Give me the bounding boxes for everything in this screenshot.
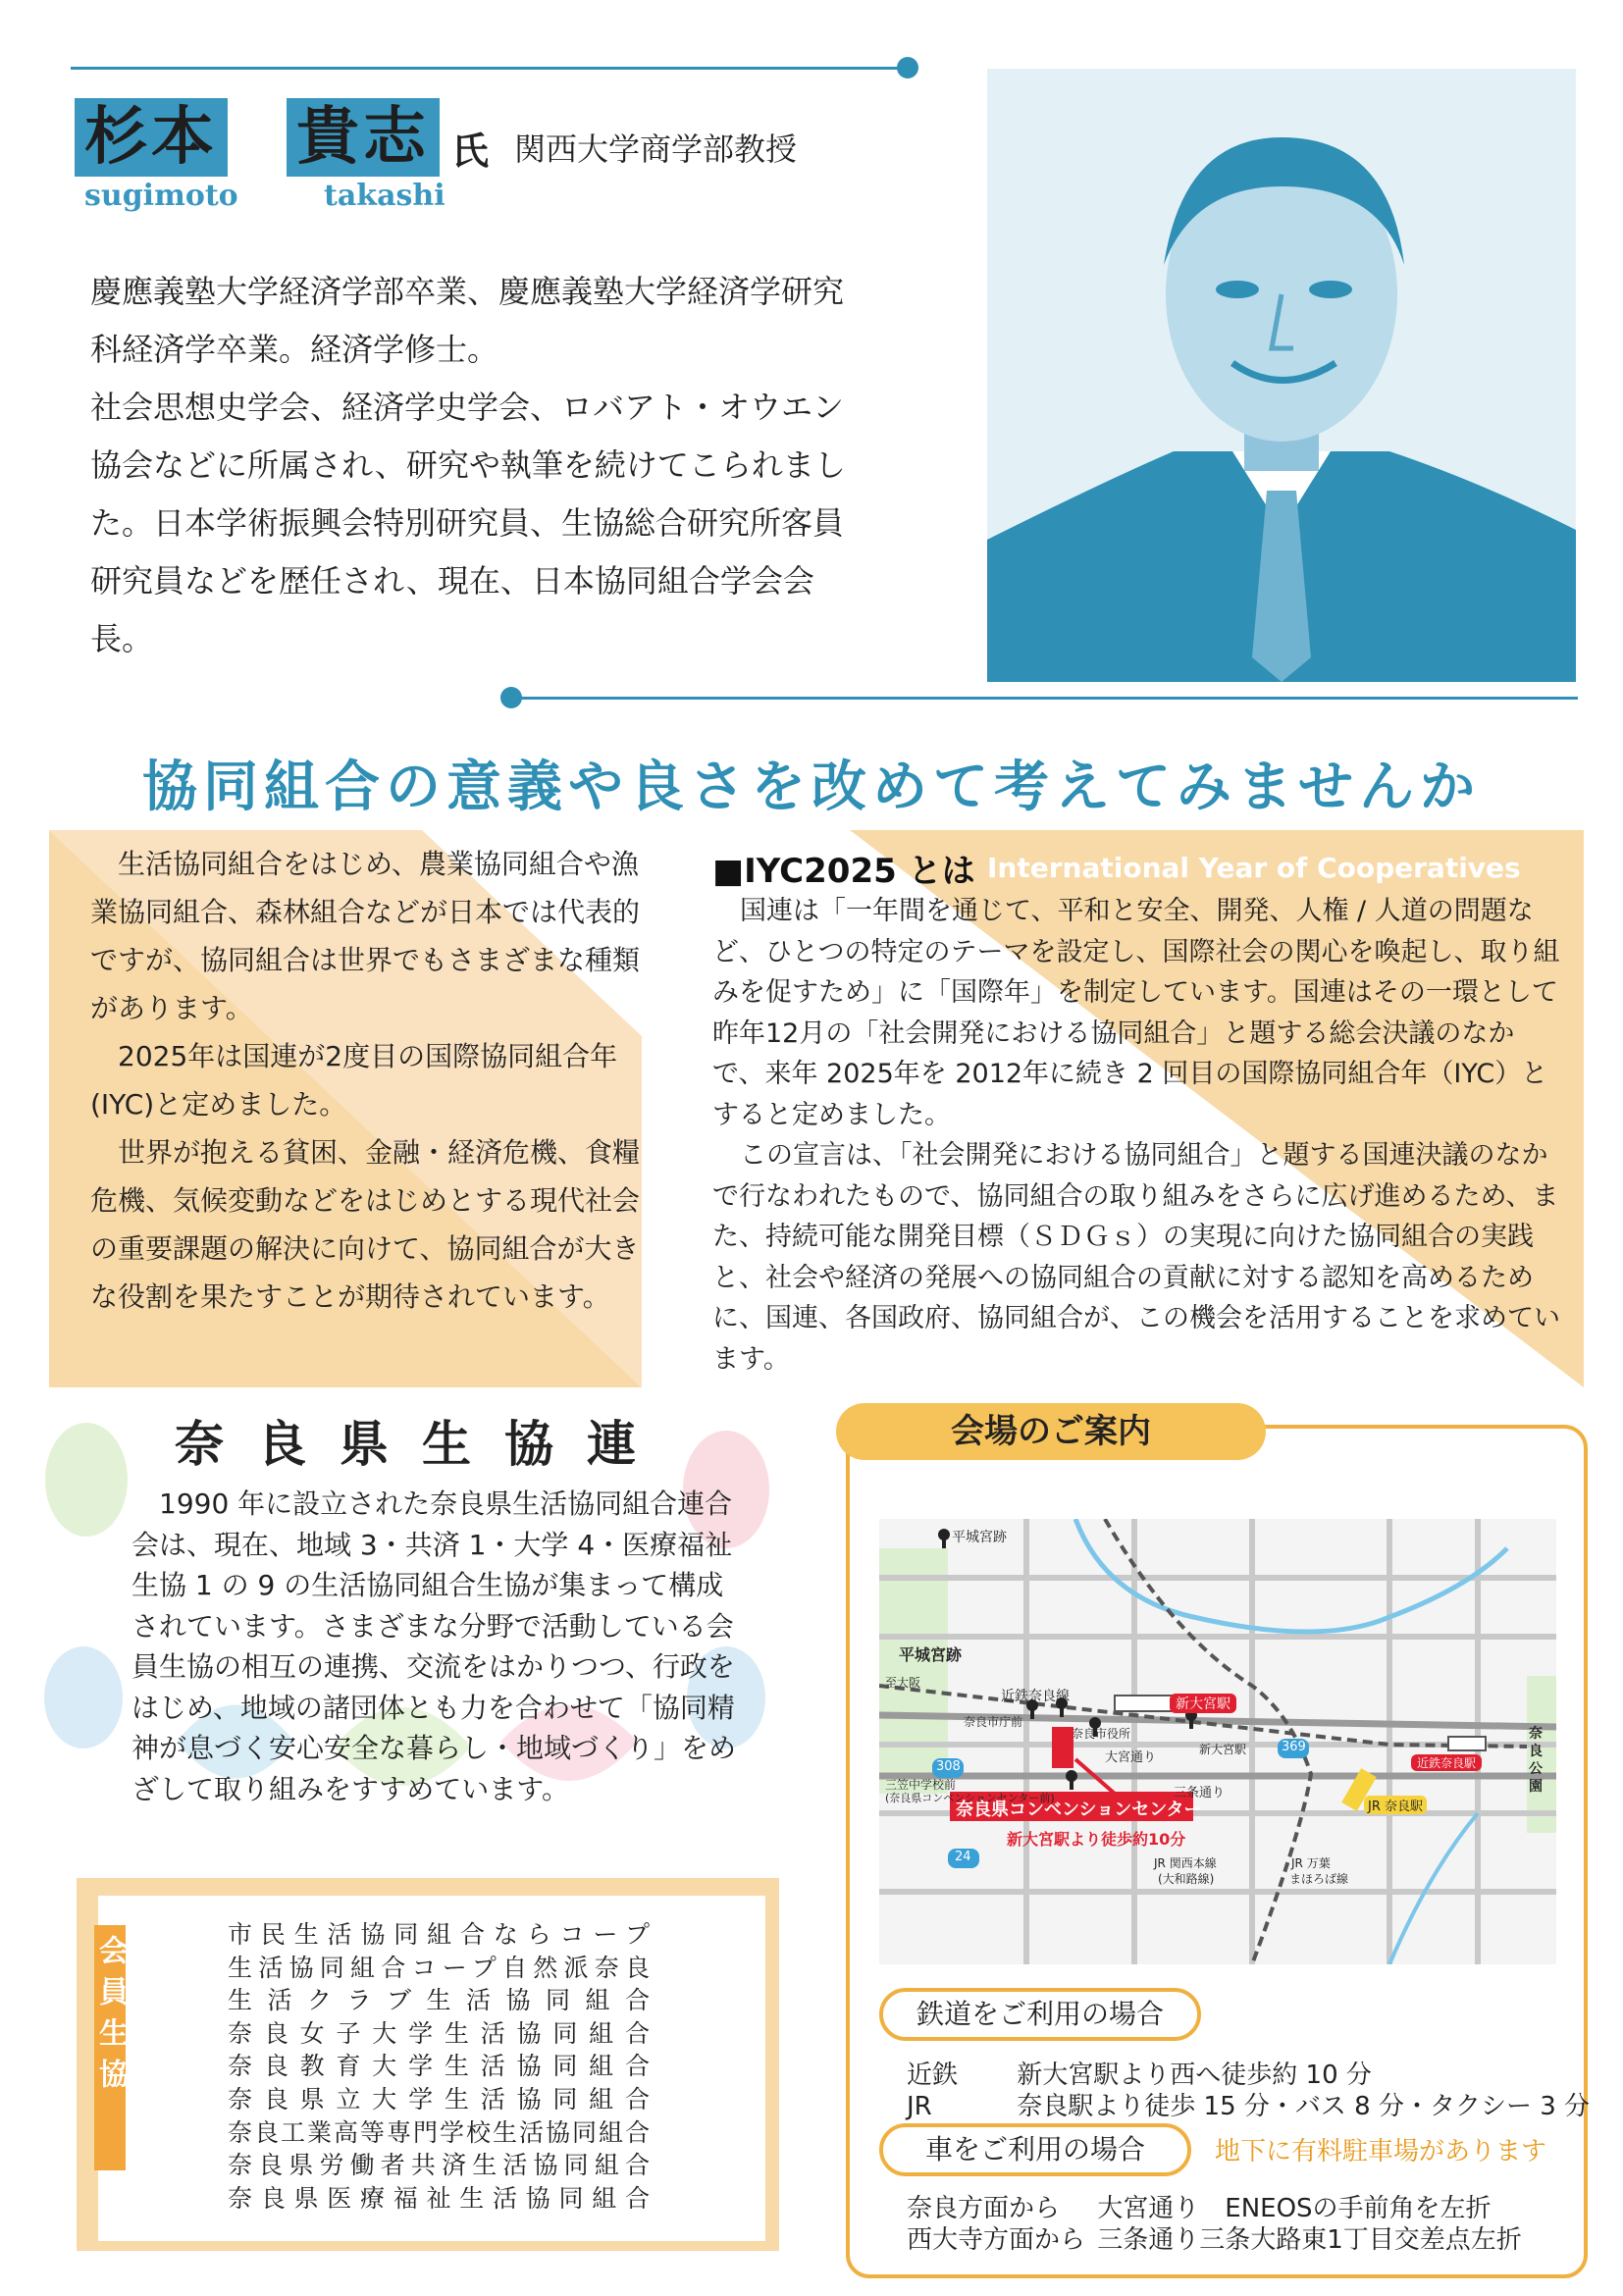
car-from: 奈良方面から	[907, 2194, 1061, 2223]
member-item: 生活クラブ生活協同組合	[228, 1986, 650, 2015]
map-label-route-308: 308	[936, 1759, 961, 1774]
nara-title: 奈良県生協連	[175, 1415, 669, 1473]
left-para-1: 生活協同組合をはじめ、農業協同組合や漁業協同組合、森林組合などが日本では代表的ですが、協同組合は世界でもさまざまな種類があります。	[90, 848, 641, 1024]
map-label-mahoroba: まほろば線	[1289, 1872, 1349, 1886]
map-label-jr-manyo: JR 万葉	[1291, 1856, 1331, 1870]
romaji-surname: sugimoto	[84, 179, 238, 213]
member-item: 奈良工業高等専門学校生活協同組合	[228, 2117, 650, 2147]
iyc-heading: ■IYC2025 とは	[712, 852, 975, 891]
rail-desc: 奈良駅より徒歩 15 分・バス 8 分・タクシー 3 分	[1017, 2092, 1591, 2121]
rail-line: JR	[907, 2092, 932, 2121]
venue-title: 会場のご案内	[836, 1403, 1266, 1460]
map-label-jr-nara: JR 奈良駅	[1364, 1796, 1427, 1814]
map-label-shin-omiya-station: 新大宮駅	[1170, 1694, 1236, 1713]
map-label-kintetsu-nara: 近鉄奈良駅	[1411, 1754, 1482, 1771]
map-label-convention-center: 奈良県コンベンションセンター	[956, 1800, 1202, 1820]
map-label-kintetsu-line: 近鉄奈良線	[1001, 1689, 1070, 1704]
map-label-heijo-top: 平城宮跡	[952, 1530, 1007, 1545]
iyc-column	[693, 830, 1584, 1387]
portrait-photo	[987, 69, 1576, 682]
iyc-subheading: International Year of Cooperatives	[987, 852, 1521, 884]
map-label-jr-kansai: JR 関西本線	[1154, 1856, 1217, 1870]
top-rule	[71, 67, 905, 70]
left-para-2: 2025年は国連が2度目の国際協同組合年(IYC)と定めました。	[90, 1040, 618, 1121]
car-title: 車をご利用の場合	[879, 2123, 1191, 2176]
portrait-illustration	[987, 69, 1576, 682]
profile-honorific: 氏	[451, 128, 490, 173]
map-label-omiya-dori: 大宮通り	[1105, 1750, 1157, 1765]
member-item: 奈良県立大学生活協同組合	[228, 2084, 650, 2113]
member-item: 市民生活協同組合ならコープ	[228, 1920, 650, 1949]
rail-line: 近鉄	[907, 2061, 959, 2090]
map-label-route-369: 369	[1282, 1740, 1306, 1754]
map-label-sanjo-dori: 三条通り	[1174, 1786, 1226, 1800]
rail-row-jr	[907, 2086, 1590, 2122]
member-item: 奈良教育大学生活協同組合	[228, 2052, 650, 2081]
map-label-osaka: 至大阪	[885, 1676, 921, 1690]
map-label-mikasa: 三笠中学校前	[885, 1778, 957, 1792]
nara-description	[131, 1484, 740, 1809]
member-item: 奈良女子大学生活協同組合	[228, 2018, 650, 2048]
members-label	[94, 1925, 126, 2170]
members-label-text: 会員生協	[93, 1935, 128, 2100]
mid-rule-dot	[500, 687, 522, 708]
car-note: 地下に有料駐車場があります	[1215, 2137, 1547, 2166]
map-label-city-hall: 奈良市役所	[1072, 1727, 1131, 1741]
profile-given: 貴志	[287, 98, 440, 177]
map-label-route-24: 24	[955, 1850, 971, 1864]
nara-description-text: 1990 年に設立された奈良県生活協同組合連合会は、現在、地域 3・共済 1・大学 4・医療福祉生協 1 の 9 の生活協同組合生協が集まって構成されています。さまざまな分野で活動している会員生協の相互の連携、交流をはかりつつ、行政をはじめ、地域の諸団体とも力を合わせて「協同精神が息づく安心安全な暮らし・地域づくり」をめざして取り組みをすすめています。	[131, 1487, 737, 1805]
iyc-para-1: 国連は「一年間を通じて、平和と安全、開発、人権 / 人道の問題など、ひとつの特定のテーマを設定し、国際社会の関心を喚起し、取り組みを促すため」に「国際年」を制定しています。国連はその一環として昨年12月の「社会開発における協同組合」と題する総会決議のなかで、来年 2025年を 2012年に続き 2 回目の国際協同組合年（IYC）とすると定めました。	[712, 896, 1560, 1130]
car-desc: 三条通り三条大路東1丁目交差点左折	[1097, 2225, 1522, 2255]
iyc-text	[712, 891, 1566, 1380]
members-list	[228, 1918, 650, 2215]
left-para-3: 世界が抱える貧困、金融・経済危機、食糧危機、気候変動などをはじめとする現代社会の重要課題の解決に向けて、協同組合が大きな役割を果たすことが期待されています。	[90, 1136, 641, 1313]
map-label-nara-park: 奈良公園	[1529, 1726, 1543, 1795]
map-label-yamatoji: (大和路線)	[1158, 1872, 1215, 1886]
map-label-heijo: 平城宮跡	[899, 1645, 963, 1664]
rail-desc: 新大宮駅より西へ徒歩約 10 分	[1017, 2061, 1372, 2090]
main-title: 協同組合の意義や良さを改めて考えてみませんか	[142, 756, 1481, 819]
iyc-para-2: この宣言は、「社会開発における協同組合」と題する国連決議のなかで行なわれたもので、協同組合の取り組みをさらに広げ進めるため、また、持続可能な開発目標（ＳＤＧｓ）の実現に向けた協同組合の実践と、社会や経済の発展への協同組合の貢献に対する認知を高めるために、国連、各国政府、協同組合が、この機会を活用することを求めています。	[712, 1140, 1560, 1375]
mid-rule	[520, 697, 1578, 700]
top-rule-dot	[897, 57, 918, 78]
left-column-text	[90, 840, 640, 1321]
bio-career: 社会思想史学会、経済学史学会、ロバアト・オウエン協会などに所属され、研究や執筆を続けてこられました。日本学術振興会特別研究員、生協総合研究所客員研究員などを歴任され、現在、日本協同組合学会会長。	[90, 389, 846, 657]
venue-map	[879, 1519, 1556, 1964]
rail-title: 鉄道をご利用の場合	[879, 1988, 1201, 2041]
car-from: 西大寺方面から	[907, 2225, 1086, 2255]
bio-education: 慶應義塾大学経済学部卒業、慶應義塾大学経済学研究科経済学卒業。経済学修士。	[90, 273, 845, 368]
profile-bio	[90, 263, 865, 668]
member-item: 奈良県医療福祉生活協同組合	[228, 2183, 650, 2213]
map-label-city-hall-front: 奈良市庁前	[964, 1715, 1023, 1729]
profile-surname: 杉本	[75, 98, 228, 177]
profile-affiliation: 関西大学商学部教授	[514, 130, 798, 168]
map-label-mikasa-sub: (奈良県コンベンションセンター前)	[885, 1792, 1055, 1804]
romaji-given: takashi	[324, 179, 445, 213]
profile-name	[75, 98, 797, 177]
member-item: 生活協同組合コープ自然派奈良	[228, 1953, 650, 1982]
map-label-walk-time: 新大宮駅より徒歩約10分	[1007, 1830, 1186, 1849]
car-desc: 大宮通り ENEOSの手前角を左折	[1097, 2194, 1492, 2223]
map-label-shin-omiya-bus: 新大宮駅	[1199, 1743, 1247, 1756]
car-row-saidaiji	[907, 2219, 1522, 2256]
member-item: 奈良県労働者共済生活協同組合	[228, 2151, 650, 2180]
left-column	[49, 830, 642, 1387]
